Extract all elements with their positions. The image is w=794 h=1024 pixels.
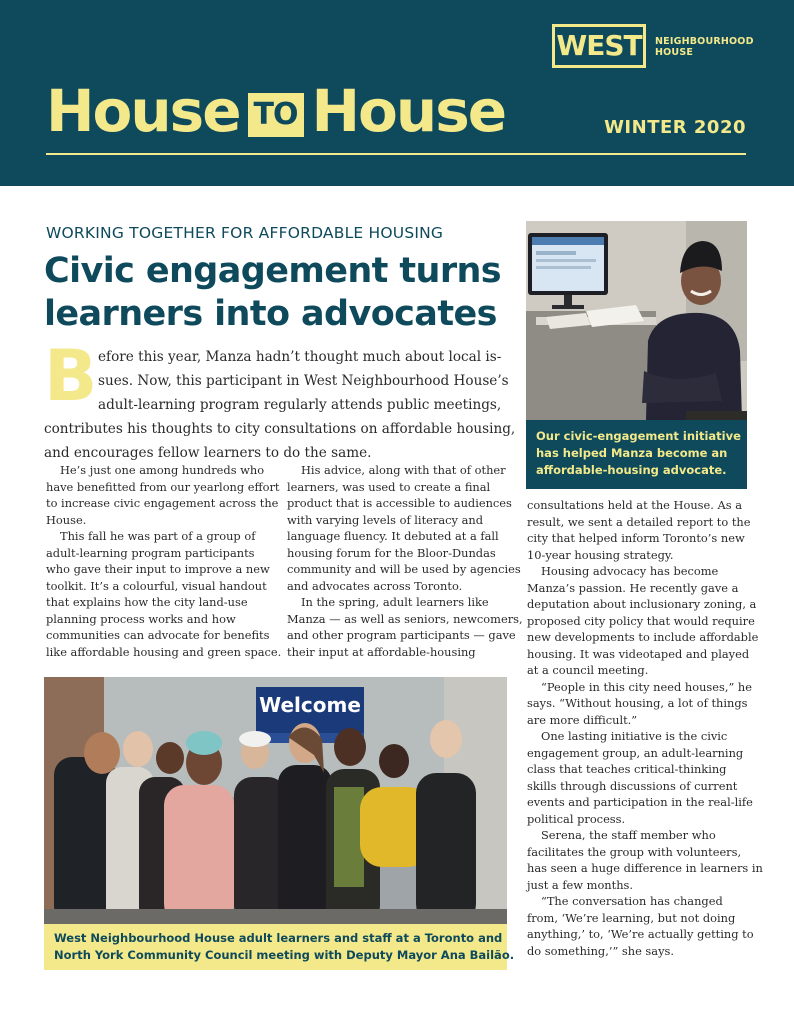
body-line: has seen a huge difference in learners in bbox=[527, 861, 763, 875]
manza-photo bbox=[526, 221, 747, 420]
lead-line: sues. Now, this participant in West Neighbourhood House’s bbox=[98, 373, 509, 389]
drop-cap: B bbox=[44, 335, 98, 417]
caption-line: North York Community Council meeting with Deputy Mayor Ana Bailão. bbox=[54, 948, 515, 962]
body-line: says. “Without housing, a lot of things bbox=[527, 696, 748, 710]
body-line: community and will be used by agencies bbox=[287, 562, 521, 576]
welcome-sign: Welcome bbox=[259, 693, 361, 717]
body-line: and other program participants — gave bbox=[287, 628, 516, 642]
lead-line: adult-learning program regularly attends public meetings, bbox=[98, 397, 502, 413]
body-line: communities can advocate for benefits bbox=[46, 628, 270, 642]
article-kicker: WORKING TOGETHER FOR AFFORDABLE HOUSING bbox=[46, 224, 444, 242]
body-line: Serena, the staff member who bbox=[541, 828, 716, 842]
body-line: His advice, along with that of other bbox=[301, 463, 506, 477]
body-column-3 bbox=[527, 497, 763, 959]
body-line: result, we sent a detailed report to the bbox=[527, 514, 751, 529]
body-line: their input at affordable-housing bbox=[287, 644, 476, 659]
body-line: One lasting initiative is the civic bbox=[541, 729, 728, 743]
article-headline bbox=[44, 250, 514, 336]
body-line: facilitates the group with volunteers, bbox=[527, 844, 742, 859]
logo-wordmark: WEST bbox=[552, 24, 646, 68]
lead-line: efore this year, Manza hadn’t thought much about local is- bbox=[98, 349, 502, 365]
manza-photo-illustration bbox=[526, 221, 747, 420]
body-line: just a few months. bbox=[527, 877, 634, 892]
caption-line: Our civic-engagement initiative bbox=[536, 429, 741, 443]
body-line: 10-year housing strategy. bbox=[527, 547, 674, 562]
masthead-rule bbox=[46, 153, 746, 155]
body-line: deputation about inclusionary zoning, a bbox=[527, 597, 757, 611]
body-line: He’s just one among hundreds who bbox=[60, 463, 265, 477]
group-photo-caption bbox=[44, 924, 515, 970]
body-line: Housing advocacy has become bbox=[541, 564, 719, 578]
issue-date: WINTER 2020 bbox=[604, 117, 746, 138]
caption-line: West Neighbourhood House adult learners and staff at a Toronto and bbox=[54, 931, 503, 945]
body-line: city that helped inform Toronto’s new bbox=[527, 531, 745, 545]
body-line: consultations held at the House. As a bbox=[527, 498, 742, 512]
body-line: Manza — as well as seniors, newcomers, bbox=[287, 611, 523, 626]
body-line: from, ‘We’re learning, but not doing bbox=[527, 910, 736, 925]
body-line: “People in this city need houses,” he bbox=[541, 679, 752, 694]
body-line: In the spring, adult learners like bbox=[301, 595, 489, 609]
title-word-right: House bbox=[311, 77, 506, 145]
body-line: “The conversation has changed bbox=[541, 894, 723, 908]
headline-line: Civic engagement turns bbox=[44, 251, 502, 291]
body-line: language fluency. It debuted at a fall bbox=[287, 529, 499, 543]
body-line: to increase civic engagement across the bbox=[46, 496, 279, 510]
body-line: housing. It was videotaped and played bbox=[527, 646, 750, 661]
body-line: Manza’s passion. He recently gave a bbox=[527, 580, 739, 595]
body-line: events and participation in the real-life bbox=[527, 795, 753, 809]
body-line: like affordable housing and green space. bbox=[46, 644, 282, 659]
newsletter-title bbox=[46, 76, 505, 146]
body-line: adult-learning program participants bbox=[46, 545, 255, 560]
manza-photo-caption bbox=[526, 420, 747, 489]
body-line: at a council meeting. bbox=[527, 663, 649, 677]
body-line: learners, was used to create a final bbox=[287, 479, 491, 494]
body-column-1 bbox=[46, 462, 282, 660]
lead-line: and encourages fellow learners to do the same. bbox=[44, 445, 372, 461]
body-line: are more difficult.” bbox=[527, 712, 638, 727]
lead-line: contributes his thoughts to city consultations on affordable housing, bbox=[44, 421, 516, 437]
body-line: toolkit. It’s a colourful, visual handout bbox=[46, 578, 267, 593]
body-column-2 bbox=[287, 462, 523, 660]
body-line: skills through discussions of current bbox=[527, 778, 738, 793]
body-line: and advocates across Toronto. bbox=[287, 578, 463, 593]
body-line: new developments to include affordable bbox=[527, 630, 759, 644]
body-line: anything,’ to, ‘We’re actually getting to bbox=[527, 927, 754, 941]
body-line: This fall he was part of a group of bbox=[60, 529, 256, 543]
body-line: who gave their input to improve a new bbox=[46, 562, 270, 576]
body-line: engagement group, an adult-learning bbox=[527, 745, 744, 760]
body-line: product that is accessible to audiences bbox=[287, 496, 512, 510]
logo-subtitle bbox=[655, 36, 754, 58]
group-photo bbox=[44, 677, 507, 924]
body-line: political process. bbox=[527, 811, 626, 826]
body-line: planning process works and how bbox=[46, 611, 236, 626]
logo-subtitle-line: HOUSE bbox=[655, 47, 694, 58]
title-word-left: House bbox=[46, 77, 240, 145]
headline-line: learners into advocates bbox=[44, 294, 497, 334]
body-line: proposed city policy that would require bbox=[527, 613, 755, 628]
body-line: class that teaches critical-thinking bbox=[527, 762, 727, 776]
body-line: with varying levels of literacy and bbox=[287, 512, 483, 527]
body-line: housing forum for the Bloor-Dundas bbox=[287, 545, 496, 560]
body-line: that explains how the city land-use bbox=[46, 595, 248, 609]
logo-subtitle-line: NEIGHBOURHOOD bbox=[655, 36, 754, 47]
title-to-badge: TO bbox=[248, 93, 304, 137]
body-line: House. bbox=[46, 512, 87, 527]
body-line: have benefitted from our yearlong effort bbox=[46, 479, 280, 494]
caption-line: affordable-housing advocate. bbox=[536, 463, 727, 477]
masthead bbox=[0, 0, 794, 186]
body-line: do something,’” she says. bbox=[527, 943, 674, 958]
caption-line: has helped Manza become an bbox=[536, 446, 728, 460]
